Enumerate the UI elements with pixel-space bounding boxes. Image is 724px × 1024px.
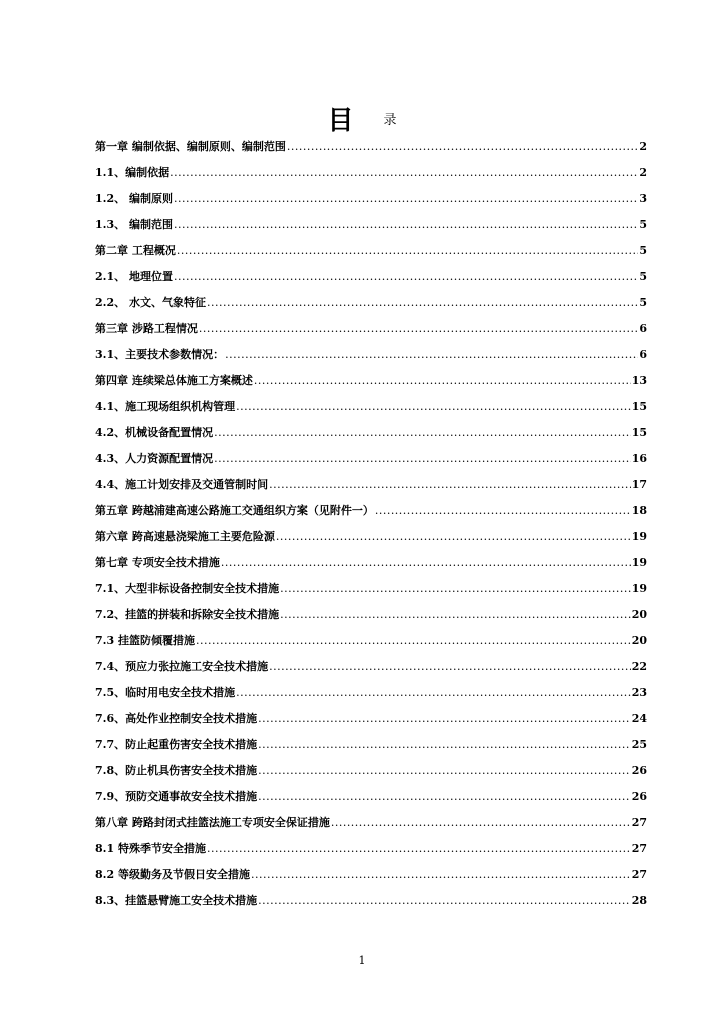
toc-leader-dots <box>170 166 638 179</box>
toc-entry-page: 15 <box>631 400 647 413</box>
toc-entry-page: 19 <box>631 530 647 543</box>
toc-entry-label: 第七章 专项安全技术措施 <box>95 556 220 569</box>
toc-leader-dots <box>214 452 631 465</box>
toc-entry-page: 26 <box>631 764 647 777</box>
toc-entry-label: 第三章 涉路工程情况 <box>95 322 198 335</box>
toc-leader-dots <box>174 192 638 205</box>
toc-entry-page: 16 <box>631 452 647 465</box>
toc-entry[interactable] <box>95 528 647 554</box>
toc-entry[interactable] <box>95 320 647 346</box>
toc-leader-dots <box>287 140 639 153</box>
toc-entry-page: 17 <box>631 478 647 491</box>
toc-leader-dots <box>177 244 639 257</box>
toc-leader-dots <box>251 868 631 881</box>
toc-entry[interactable] <box>95 892 647 918</box>
toc-entry-label: 7.5、临时用电安全技术措施 <box>95 686 236 699</box>
toc-leader-dots <box>258 764 631 777</box>
toc-entry[interactable] <box>95 138 647 164</box>
toc-leader-dots <box>174 218 638 231</box>
toc-entry[interactable] <box>95 372 647 398</box>
toc-entry-page: 26 <box>631 790 647 803</box>
toc-entry-page: 20 <box>631 634 647 647</box>
toc-entry[interactable] <box>95 632 647 658</box>
toc-leader-dots <box>207 842 631 855</box>
toc-entry-page: 13 <box>631 374 647 387</box>
toc-entry-label: 第六章 跨高速悬浇梁施工主要危险源 <box>95 530 275 543</box>
toc-entry[interactable] <box>95 814 647 840</box>
toc-entry-page: 15 <box>631 426 647 439</box>
toc-leader-dots <box>280 608 631 621</box>
toc-entry-label: 8.3、挂篮悬臂施工安全技术措施 <box>95 894 258 907</box>
toc-entry[interactable] <box>95 736 647 762</box>
toc-leader-dots <box>258 790 631 803</box>
toc-entry-label: 3.1、主要技术参数情况： <box>95 348 225 361</box>
toc-entry-label: 1.3、 编制范围 <box>95 218 173 231</box>
toc-entry-page: 25 <box>631 738 647 751</box>
toc-entry-page: 19 <box>631 582 647 595</box>
toc-leader-dots <box>199 322 639 335</box>
toc-entry[interactable] <box>95 762 647 788</box>
toc-leader-dots <box>258 894 631 907</box>
toc-entry-label: 4.4、施工计划安排及交通管制时间 <box>95 478 269 491</box>
toc-leader-dots <box>196 634 631 647</box>
toc-entry-label: 7.2、挂篮的拼装和拆除安全技术措施 <box>95 608 280 621</box>
toc-entry[interactable] <box>95 450 647 476</box>
toc-entry-page: 24 <box>631 712 647 725</box>
toc-entry[interactable] <box>95 502 647 528</box>
toc-entry-page: 20 <box>631 608 647 621</box>
toc-entry[interactable] <box>95 658 647 684</box>
toc-entry[interactable] <box>95 216 647 242</box>
page-number: 1 <box>358 954 366 967</box>
toc-title <box>0 100 724 137</box>
toc-entry-label: 8.1 特殊季节安全措施 <box>95 842 206 855</box>
toc-entry-page: 27 <box>631 868 647 881</box>
toc-entry-page: 19 <box>631 556 647 569</box>
toc-entry[interactable] <box>95 242 647 268</box>
toc-entry-label: 4.3、人力资源配置情况 <box>95 452 214 465</box>
toc-entry[interactable] <box>95 164 647 190</box>
toc-entry-label: 第八章 跨路封闭式挂篮法施工专项安全保证措施 <box>95 816 330 829</box>
toc-entry[interactable] <box>95 710 647 736</box>
toc-entry-page: 27 <box>631 842 647 855</box>
toc-entry[interactable] <box>95 684 647 710</box>
toc-entry-label: 7.1、大型非标设备控制安全技术措施 <box>95 582 280 595</box>
toc-entry-page: 28 <box>631 894 647 907</box>
toc-leader-dots <box>280 582 631 595</box>
toc-entry[interactable] <box>95 788 647 814</box>
toc-leader-dots <box>236 686 631 699</box>
toc-entry-label: 第二章 工程概况 <box>95 244 176 257</box>
toc-entry-label: 1.1、编制依据 <box>95 166 170 179</box>
toc-entry-label: 7.3 挂篮防倾覆措施 <box>95 634 195 647</box>
toc-entry-label: 第四章 连续梁总体施工方案概述 <box>95 374 253 387</box>
toc-entry-page: 18 <box>631 504 647 517</box>
toc-entry-label: 1.2、 编制原则 <box>95 192 173 205</box>
toc-entry-page: 6 <box>639 322 647 335</box>
table-of-contents <box>95 138 647 918</box>
toc-entry-label: 7.6、高处作业控制安全技术措施 <box>95 712 258 725</box>
toc-entry[interactable] <box>95 424 647 450</box>
toc-entry-page: 5 <box>639 218 647 231</box>
toc-entry-label: 7.7、防止起重伤害安全技术措施 <box>95 738 258 751</box>
toc-entry-label: 7.4、预应力张拉施工安全技术措施 <box>95 660 269 673</box>
toc-entry-page: 5 <box>639 244 647 257</box>
toc-entry-page: 2 <box>639 140 647 153</box>
toc-entry-label: 第一章 编制依据、编制原则、编制范围 <box>95 140 286 153</box>
toc-entry[interactable] <box>95 476 647 502</box>
toc-entry-page: 22 <box>631 660 647 673</box>
toc-leader-dots <box>236 400 631 413</box>
toc-entry[interactable] <box>95 268 647 294</box>
toc-entry-page: 5 <box>639 270 647 283</box>
toc-entry-label: 2.1、 地理位置 <box>95 270 173 283</box>
toc-entry-page: 23 <box>631 686 647 699</box>
toc-entry-page: 6 <box>639 348 647 361</box>
toc-title-main: 目 <box>327 106 354 136</box>
toc-leader-dots <box>221 556 631 569</box>
toc-leader-dots <box>258 712 631 725</box>
toc-leader-dots <box>207 296 638 309</box>
toc-entry[interactable] <box>95 294 647 320</box>
toc-entry[interactable] <box>95 606 647 632</box>
toc-leader-dots <box>258 738 631 751</box>
toc-leader-dots <box>214 426 631 439</box>
toc-entry[interactable] <box>95 554 647 580</box>
toc-entry-page: 5 <box>639 296 647 309</box>
toc-entry-label: 8.2 等级勤务及节假日安全措施 <box>95 868 250 881</box>
toc-entry-label: 7.9、预防交通事故安全技术措施 <box>95 790 258 803</box>
toc-entry[interactable] <box>95 866 647 892</box>
toc-leader-dots <box>254 374 631 387</box>
toc-leader-dots <box>331 816 631 829</box>
toc-entry-label: 4.2、机械设备配置情况 <box>95 426 214 439</box>
toc-entry[interactable] <box>95 580 647 606</box>
toc-entry-label: 2.2、 水文、气象特征 <box>95 296 206 309</box>
toc-leader-dots <box>225 348 638 361</box>
toc-leader-dots <box>174 270 638 283</box>
toc-entry-label: 4.1、施工现场组织机构管理 <box>95 400 236 413</box>
toc-title-sub: 录 <box>383 113 397 128</box>
toc-entry-page: 3 <box>639 192 647 205</box>
toc-entry[interactable] <box>95 840 647 866</box>
toc-leader-dots <box>375 504 631 517</box>
toc-entry[interactable] <box>95 398 647 424</box>
toc-leader-dots <box>269 660 631 673</box>
toc-entry-page: 2 <box>639 166 647 179</box>
toc-leader-dots <box>276 530 631 543</box>
toc-leader-dots <box>269 478 631 491</box>
toc-entry[interactable] <box>95 190 647 216</box>
toc-entry-label: 7.8、防止机具伤害安全技术措施 <box>95 764 258 777</box>
toc-entry-page: 27 <box>631 816 647 829</box>
toc-entry[interactable] <box>95 346 647 372</box>
toc-entry-label: 第五章 跨越浦建高速公路施工交通组织方案（见附件一） <box>95 504 374 517</box>
